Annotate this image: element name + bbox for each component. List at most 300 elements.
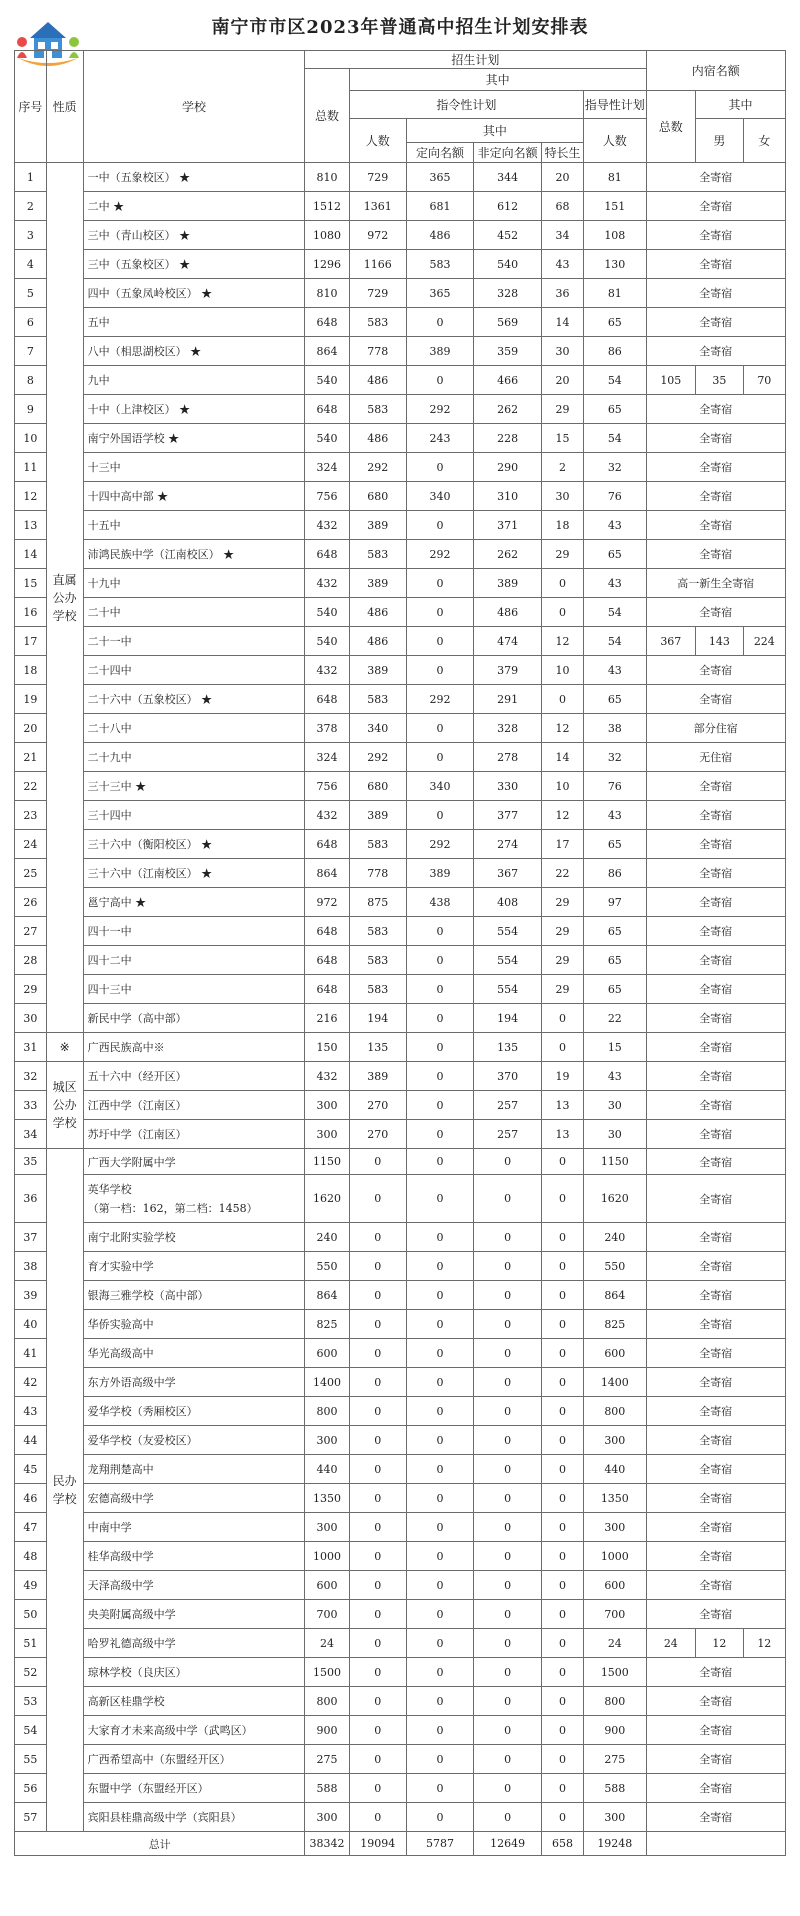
row-nontargeted: 310 [474,482,542,511]
row-seq: 44 [15,1426,47,1455]
row-school [83,1281,305,1310]
table-row [15,163,786,192]
table-row [15,1175,786,1223]
row-total: 150 [305,1033,349,1062]
row-targeted: 365 [406,279,474,308]
row-school [83,975,305,1004]
row-targeted: 0 [406,801,474,830]
row-school [83,1774,305,1803]
row-special: 0 [541,1368,583,1397]
table-row [15,482,786,511]
row-total: 1150 [305,1149,349,1175]
school-name: 新民中学（高中部） [87,1012,187,1025]
row-boarding-male: 35 [696,366,744,395]
totals-nontargeted: 12649 [474,1832,542,1856]
totals-label: 总计 [15,1832,305,1856]
row-special: 0 [541,1339,583,1368]
row-directive-people: 778 [349,859,406,888]
row-targeted: 0 [406,1033,474,1062]
row-boarding: 全寄宿 [646,1803,786,1832]
school-name: 十四中高中部 ★ [88,490,169,503]
row-nontargeted: 540 [474,250,542,279]
row-nontargeted: 466 [474,366,542,395]
row-targeted: 0 [406,1091,474,1120]
row-total: 1000 [305,1542,349,1571]
school-name: 苏圩中学（江南区） [87,1128,187,1141]
category-direct: 直属公办学校 [46,163,83,1033]
row-nontargeted: 0 [474,1149,542,1175]
row-seq: 27 [15,917,47,946]
row-boarding: 全寄宿 [646,1281,786,1310]
row-directive-people: 583 [349,917,406,946]
row-targeted: 0 [406,1281,474,1310]
row-directive-people: 0 [349,1455,406,1484]
school-name: 二十一中 [87,635,132,648]
row-total: 300 [305,1426,349,1455]
row-boarding-total: 24 [646,1629,696,1658]
row-nontargeted: 0 [474,1600,542,1629]
row-nontargeted: 0 [474,1426,542,1455]
row-boarding: 全寄宿 [646,511,786,540]
row-special: 13 [541,1091,583,1120]
row-guided: 43 [584,1062,646,1091]
row-directive-people: 0 [349,1571,406,1600]
table-row [15,1455,786,1484]
school-name: 九中 [87,374,110,387]
row-directive-people: 0 [349,1397,406,1426]
school-name: 华侨实验高中 [87,1318,154,1331]
row-school [83,598,305,627]
row-seq: 48 [15,1542,47,1571]
row-school [83,743,305,772]
row-targeted: 365 [406,163,474,192]
row-directive-people: 292 [349,743,406,772]
row-targeted: 0 [406,1513,474,1542]
row-special: 0 [541,685,583,714]
page-title: 南宁市市区2023年普通高中招生计划安排表 [211,17,589,38]
row-guided: 24 [584,1629,646,1658]
row-directive-people: 135 [349,1033,406,1062]
row-school [83,395,305,424]
row-boarding: 高一新生全寄宿 [646,569,786,598]
row-directive-people: 0 [349,1368,406,1397]
row-nontargeted: 0 [474,1774,542,1803]
school-name: 哈罗礼德高级中学 [87,1637,176,1650]
row-total: 800 [305,1687,349,1716]
row-guided: 32 [584,453,646,482]
row-boarding: 全寄宿 [646,279,786,308]
row-school [83,714,305,743]
table-row [15,1687,786,1716]
row-special: 0 [541,1397,583,1426]
row-nontargeted: 0 [474,1175,542,1223]
row-school [83,192,305,221]
row-guided: 97 [584,888,646,917]
row-nontargeted: 0 [474,1368,542,1397]
school-name: 广西民族高中 ※ [88,1041,165,1054]
row-directive-people: 583 [349,975,406,1004]
row-boarding: 全寄宿 [646,946,786,975]
row-seq: 8 [15,366,47,395]
row-targeted: 0 [406,1803,474,1832]
school-name: 东方外语高级中学 [87,1376,176,1389]
row-boarding: 全寄宿 [646,830,786,859]
row-special: 2 [541,453,583,482]
row-nontargeted: 0 [474,1803,542,1832]
row-nontargeted: 262 [474,395,542,424]
row-total: 648 [305,917,349,946]
row-school [83,859,305,888]
row-guided: 1350 [584,1484,646,1513]
row-directive-people: 583 [349,685,406,714]
table-row [15,946,786,975]
row-nontargeted: 0 [474,1687,542,1716]
row-seq: 25 [15,859,47,888]
row-special: 43 [541,250,583,279]
row-nontargeted: 0 [474,1281,542,1310]
school-name: 二十中 [87,606,121,619]
school-name: 琼林学校（良庆区） [87,1666,187,1679]
row-targeted: 0 [406,1223,474,1252]
row-school [83,1223,305,1252]
row-directive-people: 0 [349,1803,406,1832]
row-targeted: 438 [406,888,474,917]
school-name: 二十六中（五象校区） ★ [88,693,213,706]
row-nontargeted: 377 [474,801,542,830]
header-total: 总数 [305,69,349,163]
row-nontargeted: 612 [474,192,542,221]
table-row [15,859,786,888]
table-row [15,569,786,598]
row-special: 68 [541,192,583,221]
row-boarding: 全寄宿 [646,1455,786,1484]
row-nontargeted: 569 [474,308,542,337]
school-name: 三十四中 [87,809,132,822]
row-school [83,830,305,859]
row-special: 0 [541,1600,583,1629]
row-guided: 54 [584,366,646,395]
row-targeted: 340 [406,772,474,801]
row-guided: 300 [584,1513,646,1542]
row-total: 588 [305,1774,349,1803]
row-total: 540 [305,366,349,395]
row-school [83,221,305,250]
row-guided: 76 [584,482,646,511]
row-boarding: 全寄宿 [646,656,786,685]
row-seq: 19 [15,685,47,714]
row-boarding: 全寄宿 [646,1571,786,1600]
table-row [15,540,786,569]
school-name: 南宁北附实验学校 [87,1231,176,1244]
row-boarding: 全寄宿 [646,540,786,569]
row-school [83,772,305,801]
table-row [15,424,786,453]
row-special: 17 [541,830,583,859]
table-row [15,1252,786,1281]
row-school [83,1004,305,1033]
school-name: 江西中学（江南区） [87,1099,187,1112]
table-row [15,308,786,337]
row-special: 22 [541,859,583,888]
school-name: 东盟中学（东盟经开区） [87,1782,209,1795]
row-seq: 51 [15,1629,47,1658]
row-total: 540 [305,424,349,453]
row-nontargeted: 486 [474,598,542,627]
row-nontargeted: 379 [474,656,542,685]
row-special: 0 [541,1774,583,1803]
row-guided: 81 [584,163,646,192]
row-guided: 864 [584,1281,646,1310]
row-total: 432 [305,1062,349,1091]
row-directive-people: 583 [349,830,406,859]
row-nontargeted: 291 [474,685,542,714]
row-directive-people: 0 [349,1716,406,1745]
row-targeted: 0 [406,366,474,395]
header-guided: 指导性计划 [584,91,646,119]
table-row [15,279,786,308]
row-special: 29 [541,395,583,424]
row-seq: 4 [15,250,47,279]
school-name: 四十二中 [87,954,132,967]
row-special: 19 [541,1062,583,1091]
row-special: 0 [541,1033,583,1062]
category-private: 民办学校 [46,1149,83,1832]
row-total: 24 [305,1629,349,1658]
row-directive-people: 875 [349,888,406,917]
row-boarding: 全寄宿 [646,1397,786,1426]
table-row [15,1745,786,1774]
table-row [15,250,786,279]
row-special: 20 [541,163,583,192]
row-directive-people: 486 [349,366,406,395]
row-guided: 43 [584,569,646,598]
row-seq: 22 [15,772,47,801]
row-special: 29 [541,975,583,1004]
row-boarding-male: 143 [696,627,744,656]
row-seq: 46 [15,1484,47,1513]
row-boarding-total: 367 [646,627,696,656]
row-special: 0 [541,1803,583,1832]
row-seq: 3 [15,221,47,250]
row-seq: 9 [15,395,47,424]
header-boarding-total: 总数 [646,91,696,163]
row-total: 440 [305,1455,349,1484]
row-total: 240 [305,1223,349,1252]
row-directive-people: 680 [349,482,406,511]
row-boarding: 全寄宿 [646,975,786,1004]
row-total: 324 [305,743,349,772]
row-school [83,308,305,337]
row-boarding: 全寄宿 [646,917,786,946]
row-targeted: 0 [406,917,474,946]
row-targeted: 389 [406,337,474,366]
school-name: 二十四中 [87,664,132,677]
row-boarding: 全寄宿 [646,685,786,714]
row-total: 864 [305,337,349,366]
row-guided: 30 [584,1120,646,1149]
row-total: 300 [305,1091,349,1120]
row-seq: 36 [15,1175,47,1223]
row-targeted: 0 [406,308,474,337]
row-special: 14 [541,308,583,337]
row-directive-people: 486 [349,627,406,656]
totals-targeted: 5787 [406,1832,474,1856]
row-targeted: 583 [406,250,474,279]
row-boarding: 无住宿 [646,743,786,772]
row-total: 648 [305,308,349,337]
row-nontargeted: 135 [474,1033,542,1062]
row-boarding: 全寄宿 [646,598,786,627]
row-nontargeted: 554 [474,917,542,946]
row-directive-people: 486 [349,424,406,453]
row-special: 10 [541,656,583,685]
row-directive-people: 0 [349,1281,406,1310]
header-directive: 指令性计划 [349,91,583,119]
row-targeted: 292 [406,395,474,424]
row-nontargeted: 408 [474,888,542,917]
row-special: 29 [541,946,583,975]
row-targeted: 0 [406,1687,474,1716]
row-guided: 825 [584,1310,646,1339]
row-targeted: 0 [406,1571,474,1600]
row-targeted: 0 [406,1252,474,1281]
row-special: 30 [541,337,583,366]
table-row [15,1223,786,1252]
row-seq: 23 [15,801,47,830]
row-boarding: 全寄宿 [646,1004,786,1033]
row-directive-people: 389 [349,569,406,598]
row-nontargeted: 367 [474,859,542,888]
row-total: 825 [305,1310,349,1339]
header-seq: 序号 [15,51,47,163]
row-directive-people: 486 [349,598,406,627]
row-directive-people: 778 [349,337,406,366]
row-targeted: 0 [406,1629,474,1658]
row-total: 810 [305,163,349,192]
table-row [15,1368,786,1397]
row-school [83,279,305,308]
row-guided: 65 [584,917,646,946]
row-guided: 38 [584,714,646,743]
row-guided: 800 [584,1397,646,1426]
table-row [15,1629,786,1658]
row-nontargeted: 0 [474,1455,542,1484]
row-guided: 1150 [584,1149,646,1175]
row-seq: 50 [15,1600,47,1629]
school-name: 桂华高级中学 [87,1550,154,1563]
table-row [15,656,786,685]
row-boarding: 全寄宿 [646,1542,786,1571]
row-directive-people: 0 [349,1687,406,1716]
table-row [15,1397,786,1426]
row-nontargeted: 370 [474,1062,542,1091]
row-seq: 47 [15,1513,47,1542]
row-nontargeted: 0 [474,1252,542,1281]
row-special: 12 [541,801,583,830]
row-boarding: 全寄宿 [646,1223,786,1252]
row-directive-people: 1166 [349,250,406,279]
row-targeted: 243 [406,424,474,453]
row-school [83,1062,305,1091]
row-seq: 7 [15,337,47,366]
row-targeted: 486 [406,221,474,250]
row-guided: 30 [584,1091,646,1120]
header-plan: 招生计划 [305,51,646,69]
school-name: 十九中 [87,577,121,590]
row-targeted: 0 [406,1745,474,1774]
row-total: 1620 [305,1175,349,1223]
school-name: 十五中 [87,519,121,532]
row-targeted: 0 [406,946,474,975]
row-boarding-female: 224 [743,627,785,656]
row-targeted: 0 [406,1716,474,1745]
row-school [83,482,305,511]
table-row [15,1310,786,1339]
row-targeted: 0 [406,1310,474,1339]
header-directive-people: 人数 [349,119,406,163]
row-total: 300 [305,1513,349,1542]
row-directive-people: 389 [349,511,406,540]
row-directive-people: 0 [349,1542,406,1571]
school-name: 二中 ★ [88,200,125,213]
row-targeted: 681 [406,192,474,221]
row-total: 600 [305,1339,349,1368]
row-school [83,1310,305,1339]
row-guided: 43 [584,511,646,540]
row-seq: 13 [15,511,47,540]
row-seq: 33 [15,1091,47,1120]
row-seq: 52 [15,1658,47,1687]
row-seq: 12 [15,482,47,511]
row-special: 0 [541,1745,583,1774]
row-boarding: 全寄宿 [646,221,786,250]
table-row [15,1484,786,1513]
row-guided: 65 [584,308,646,337]
row-guided: 130 [584,250,646,279]
row-total: 540 [305,627,349,656]
table-row [15,1149,786,1175]
table-row [15,830,786,859]
row-nontargeted: 554 [474,946,542,975]
row-guided: 43 [584,801,646,830]
row-directive-people: 583 [349,308,406,337]
row-targeted: 0 [406,1426,474,1455]
school-name: 央美附属高级中学 [87,1608,176,1621]
row-special: 0 [541,569,583,598]
row-special: 0 [541,1281,583,1310]
row-special: 15 [541,424,583,453]
row-special: 0 [541,1484,583,1513]
row-guided: 600 [584,1571,646,1600]
row-special: 0 [541,1175,583,1223]
school-name: 爱华学校（友爱校区） [87,1434,198,1447]
school-name: 八中（相思湖校区） ★ [88,345,202,358]
row-nontargeted: 0 [474,1223,542,1252]
school-name: 三十六中（江南校区） ★ [88,867,213,880]
row-boarding-female: 12 [743,1629,785,1658]
row-special: 13 [541,1120,583,1149]
row-boarding: 全寄宿 [646,1149,786,1175]
row-boarding: 全寄宿 [646,482,786,511]
row-school [83,337,305,366]
row-boarding: 全寄宿 [646,337,786,366]
row-boarding: 全寄宿 [646,1658,786,1687]
row-school [83,1368,305,1397]
table-row [15,1513,786,1542]
row-total: 432 [305,511,349,540]
row-boarding: 全寄宿 [646,1339,786,1368]
row-guided: 700 [584,1600,646,1629]
